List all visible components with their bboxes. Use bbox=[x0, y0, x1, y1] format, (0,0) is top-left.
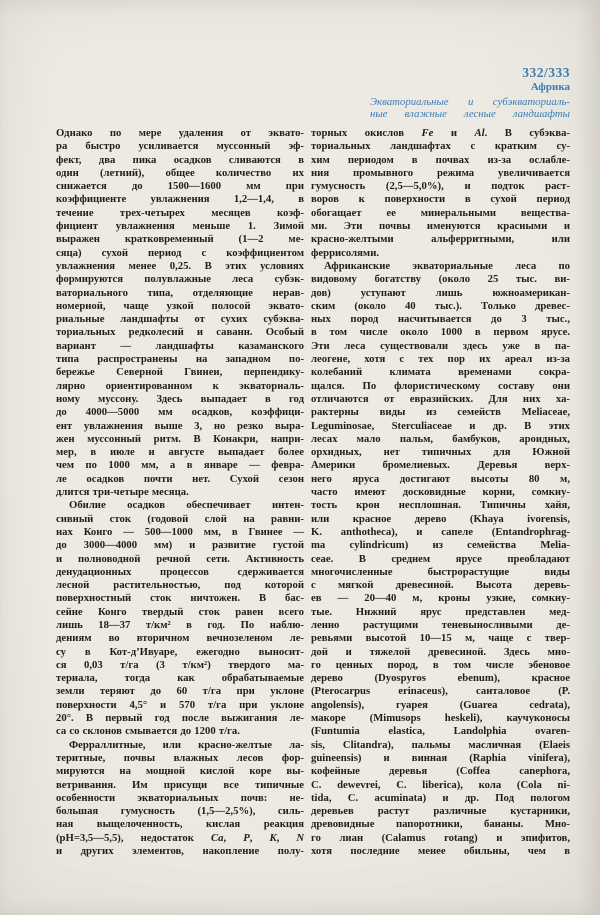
text-line: C. dewevrei, C. liberica), кола (Cola ni- bbox=[311, 778, 570, 791]
text-line: деревьев растут различные кустарники, bbox=[311, 805, 570, 818]
text-line: ле осадков почти нет. Сухой сезон bbox=[56, 472, 304, 485]
text-line: дов) уступают лишь южноамерикан- bbox=[311, 286, 570, 299]
paragraph bbox=[311, 127, 570, 260]
region-label: Африка bbox=[530, 81, 570, 93]
text-line: Обилие осадков обеспечивает интен- bbox=[69, 499, 304, 512]
text-line: териала, тогда как обрабатываемые bbox=[56, 672, 304, 685]
text-line: (Funtumia elastica, Landolphia ovaren- bbox=[311, 725, 570, 738]
subtitle-line: ные влажные лесные ландшафты bbox=[370, 108, 570, 120]
text-line: риальные ландшафты от сухих субэква- bbox=[56, 313, 304, 326]
folio-page-numbers: 332/333 bbox=[522, 65, 570, 80]
text-line: бережье Северной Гвинеи, перпендику- bbox=[56, 366, 304, 379]
text-line: чем по 1000 мм, а в январе — февра- bbox=[56, 459, 304, 472]
text-line: типа распространены на западном по- bbox=[56, 353, 304, 366]
text-line: часто имеют досковидные корни, сомкну- bbox=[311, 486, 570, 499]
text-line: длится три-четыре месяца. bbox=[56, 486, 189, 499]
text-line: мируются на мощной кислой коре вы- bbox=[56, 765, 304, 778]
text-line: фициент увлажнения меньше 1. Зимой bbox=[56, 220, 304, 233]
text-line: красно-желтыми альферритными, или bbox=[311, 233, 570, 246]
text-line: ma cylindricum) из семейства Melia- bbox=[311, 539, 570, 552]
text-line: орхидных, нет типичных для Южной bbox=[311, 446, 570, 459]
text-line: Leguminosae, Sterculiaceae и др. В этих bbox=[311, 419, 570, 432]
text-line: ент увлажнения выше 3, но резко выра- bbox=[56, 419, 304, 432]
text-line: 20°. В первый год после выжигания ле- bbox=[56, 712, 304, 725]
text-line: ных пород насчитывается до 3 тыс., bbox=[311, 313, 570, 326]
text-line: дой и тяжелой древесиной. Здесь мно- bbox=[311, 645, 570, 658]
text-line: ми. Эти почвы именуются красными и bbox=[311, 220, 570, 233]
text-line: вариант — ландшафты казаманского bbox=[56, 339, 304, 352]
text-line: видовому богатству (около 25 тыс. ви- bbox=[311, 273, 570, 286]
text-line: sis, Clitandra), пальмы масличная (Elaeis bbox=[311, 738, 570, 751]
text-line: фект, два пика осадков сливаются в bbox=[56, 153, 304, 166]
text-line: и других элементов, накопление полу- bbox=[56, 845, 304, 858]
text-line: мер, в июле и августе выпадает более bbox=[56, 446, 304, 459]
text-line: Однако по мере удаления от эквато- bbox=[56, 127, 304, 139]
text-line: один (летний), общее количество их bbox=[56, 166, 304, 179]
column-left bbox=[56, 127, 304, 858]
text-line: или красное дерево (Khaya ivorensis, bbox=[311, 512, 570, 525]
paragraph bbox=[56, 739, 304, 859]
text-line: тые. Нижний ярус представлен мед- bbox=[311, 605, 570, 618]
text-line: angolensis), гуарея (Guarea cedrata), bbox=[311, 698, 570, 711]
text-line: денудационных процессов сдерживается bbox=[56, 565, 304, 578]
text-line: сяца) сухой период с коэффициентом bbox=[56, 246, 304, 259]
text-line: поверхностный сток ничтожен. В бас- bbox=[56, 592, 304, 605]
text-line: лесной растительностью, под которой bbox=[56, 579, 304, 592]
text-line: Африканские экваториальные леса по bbox=[324, 259, 570, 272]
text-line: ревьями высотой 10—15 м, чаще с твер- bbox=[311, 632, 570, 645]
text-line: щался. По флористическому составу они bbox=[311, 379, 570, 392]
text-line: лесах мало пальм, бамбуков, ароидных, bbox=[311, 432, 570, 445]
text-line: феррисолями. bbox=[311, 246, 380, 259]
text-line: Америки бромелиевых. Деревья верх- bbox=[311, 459, 570, 472]
text-line: теритные, почвы влажных лесов фор- bbox=[56, 751, 304, 764]
text-line: до 3000—4000 мм) и развитие густой bbox=[56, 539, 304, 552]
text-line: дениям во вторичном вечнозеленом ле- bbox=[56, 632, 304, 645]
text-line: многочисленные быстрорастущие виды bbox=[311, 565, 570, 578]
text-line: нах Конго — 500—1000 мм, в Гвинее — bbox=[56, 525, 304, 538]
text-line: выражен кратковременный (1—2 ме- bbox=[56, 233, 304, 246]
text-line: отличаются от евразийских. Для них ха- bbox=[311, 392, 570, 405]
text-line: сейне Конго твердый сток равен всего bbox=[56, 605, 304, 618]
section-subtitle bbox=[370, 96, 570, 121]
paragraph bbox=[311, 260, 570, 858]
text-line: него яруса достигают высоты 80 м, bbox=[311, 472, 570, 485]
text-line: сивный сток (годовой слой на равни- bbox=[56, 512, 304, 525]
text-line: ния промывного режима увеличивается bbox=[311, 166, 570, 179]
text-line: и полноводной речной сети. Активность bbox=[56, 552, 304, 565]
text-line: в том числе около 1000 в первом ярусе. bbox=[311, 326, 570, 339]
text-line: ским (около 40 тыс.). Только древес- bbox=[311, 299, 570, 312]
text-line: са со склонов смывается до 1200 т/га. bbox=[56, 725, 240, 738]
text-line: tida, C. acuminata) и др. Под пологом bbox=[311, 791, 570, 804]
text-line: го лиан (Calamus rotang) и эпифитов, bbox=[311, 831, 570, 844]
text-line: ся 0,03 т/га (3 т/км²) твердого ма- bbox=[56, 658, 304, 671]
text-line: гумусность (2,5—5,0%), и подток раст- bbox=[311, 180, 570, 193]
text-line: формируются полувлажные леса субэк- bbox=[56, 273, 304, 286]
text-line: большая гумусность (1,5—2,5%), силь- bbox=[56, 805, 304, 818]
text-line: хотя последние менее обильны, чем в bbox=[311, 845, 570, 858]
text-line: ев — 20—40 м, кроны узкие, сомкну- bbox=[311, 592, 570, 605]
text-line: воров к поверхности в сухой период bbox=[311, 193, 570, 206]
text-line: ленно растущими теневыносливыми де- bbox=[311, 618, 570, 631]
text-line: кофейные деревья (Coffea canephora, bbox=[311, 765, 570, 778]
text-line: тость крон несплошная. Типичны хайя, bbox=[311, 499, 570, 512]
text-line: го ценных пород, в том числе эбеновое bbox=[311, 658, 570, 671]
text-line: су в Кот-д’Ивуаре, ежегодно выносит- bbox=[56, 645, 304, 658]
text-line: до 4000—5000 мм осадков, коэффици- bbox=[56, 406, 304, 419]
text-line: лярно ориентированном к экваториаль- bbox=[56, 379, 304, 392]
text-line: (Pterocarpus erinaceus), санталовое (P. bbox=[311, 685, 570, 698]
text-line: лишь 18—37 т/км² в год. По наблю- bbox=[56, 618, 304, 631]
text-line: ветривания. Им присущи все типичные bbox=[56, 778, 304, 791]
text-line: земли теряют до 60 т/га при уклоне bbox=[56, 685, 304, 698]
text-line: с мягкой древесиной. Высота деревь- bbox=[311, 579, 570, 592]
text-line: леогене, хотя с тех пор их ареал из-за bbox=[311, 353, 570, 366]
text-line: особенности экваториальных почв: не- bbox=[56, 791, 304, 804]
text-line: увлажнения менее 0,25. В этих условиях bbox=[56, 259, 304, 272]
text-line: ному муссону. Здесь выпадает в год bbox=[56, 392, 304, 405]
text-line: поверхности 4,5° и 570 т/га при уклоне bbox=[56, 698, 304, 711]
text-line: торных окислов Fe и Al. В субэква- bbox=[311, 127, 570, 139]
text-line: (рН=3,5—5,5), недостаток Ca, P, K, N bbox=[56, 831, 304, 844]
text-line: ваториального типа, отделяющие нерав- bbox=[56, 286, 304, 299]
text-line: Эти леса существовали здесь уже в па- bbox=[311, 339, 570, 352]
page-header bbox=[370, 66, 570, 121]
text-line: ceae. В среднем ярусе преобладают bbox=[311, 552, 570, 565]
text-line: Ферраллитные, или красно-желтые ла- bbox=[69, 738, 304, 751]
text-line: дерево (Dyospyros ebenum), красное bbox=[311, 672, 570, 685]
column-right bbox=[311, 127, 570, 858]
text-line: обогащает ее минеральными вещества- bbox=[311, 206, 570, 219]
text-line: колебаний климата временами сокра- bbox=[311, 366, 570, 379]
paragraph bbox=[56, 499, 304, 738]
text-line: ториальных ландшафтах с кратким су- bbox=[311, 140, 570, 153]
text-line: макоре (Mimusops heskeli), каучуконосы bbox=[311, 712, 570, 725]
text-line: рактерны виды из семейств Meliaceae, bbox=[311, 406, 570, 419]
text-line: K. anthotheca), и сапеле (Entandrophrag- bbox=[311, 525, 570, 538]
text-line: ра быстро усиливается муссонный эф- bbox=[56, 140, 304, 153]
text-line: номерной, чаще узкой полосой эквато- bbox=[56, 299, 304, 312]
text-line: коэффициенте увлажнения 1,2—1,4, в bbox=[56, 193, 304, 206]
paragraph bbox=[56, 127, 304, 499]
text-line: ная выщелоченность, кислая реакция bbox=[56, 818, 304, 831]
text-line: жен муссонный ритм. В Конакри, напри- bbox=[56, 432, 304, 445]
text-line: древовидные папоротники, бананы. Мно- bbox=[311, 818, 570, 831]
text-line: ториальных редколесий и саванн. Особый bbox=[56, 326, 304, 339]
subtitle-line: Экваториальные и субэкваториаль- bbox=[370, 95, 570, 108]
text-line: хим периодом в почвах из-за ослабле- bbox=[311, 153, 570, 166]
text-line: течение трех-четырех месяцев коэф- bbox=[56, 206, 304, 219]
text-line: guineensis) и винная (Raphia vinifera), bbox=[311, 751, 570, 764]
text-line: снижается до 1500—1600 мм при bbox=[56, 180, 304, 193]
